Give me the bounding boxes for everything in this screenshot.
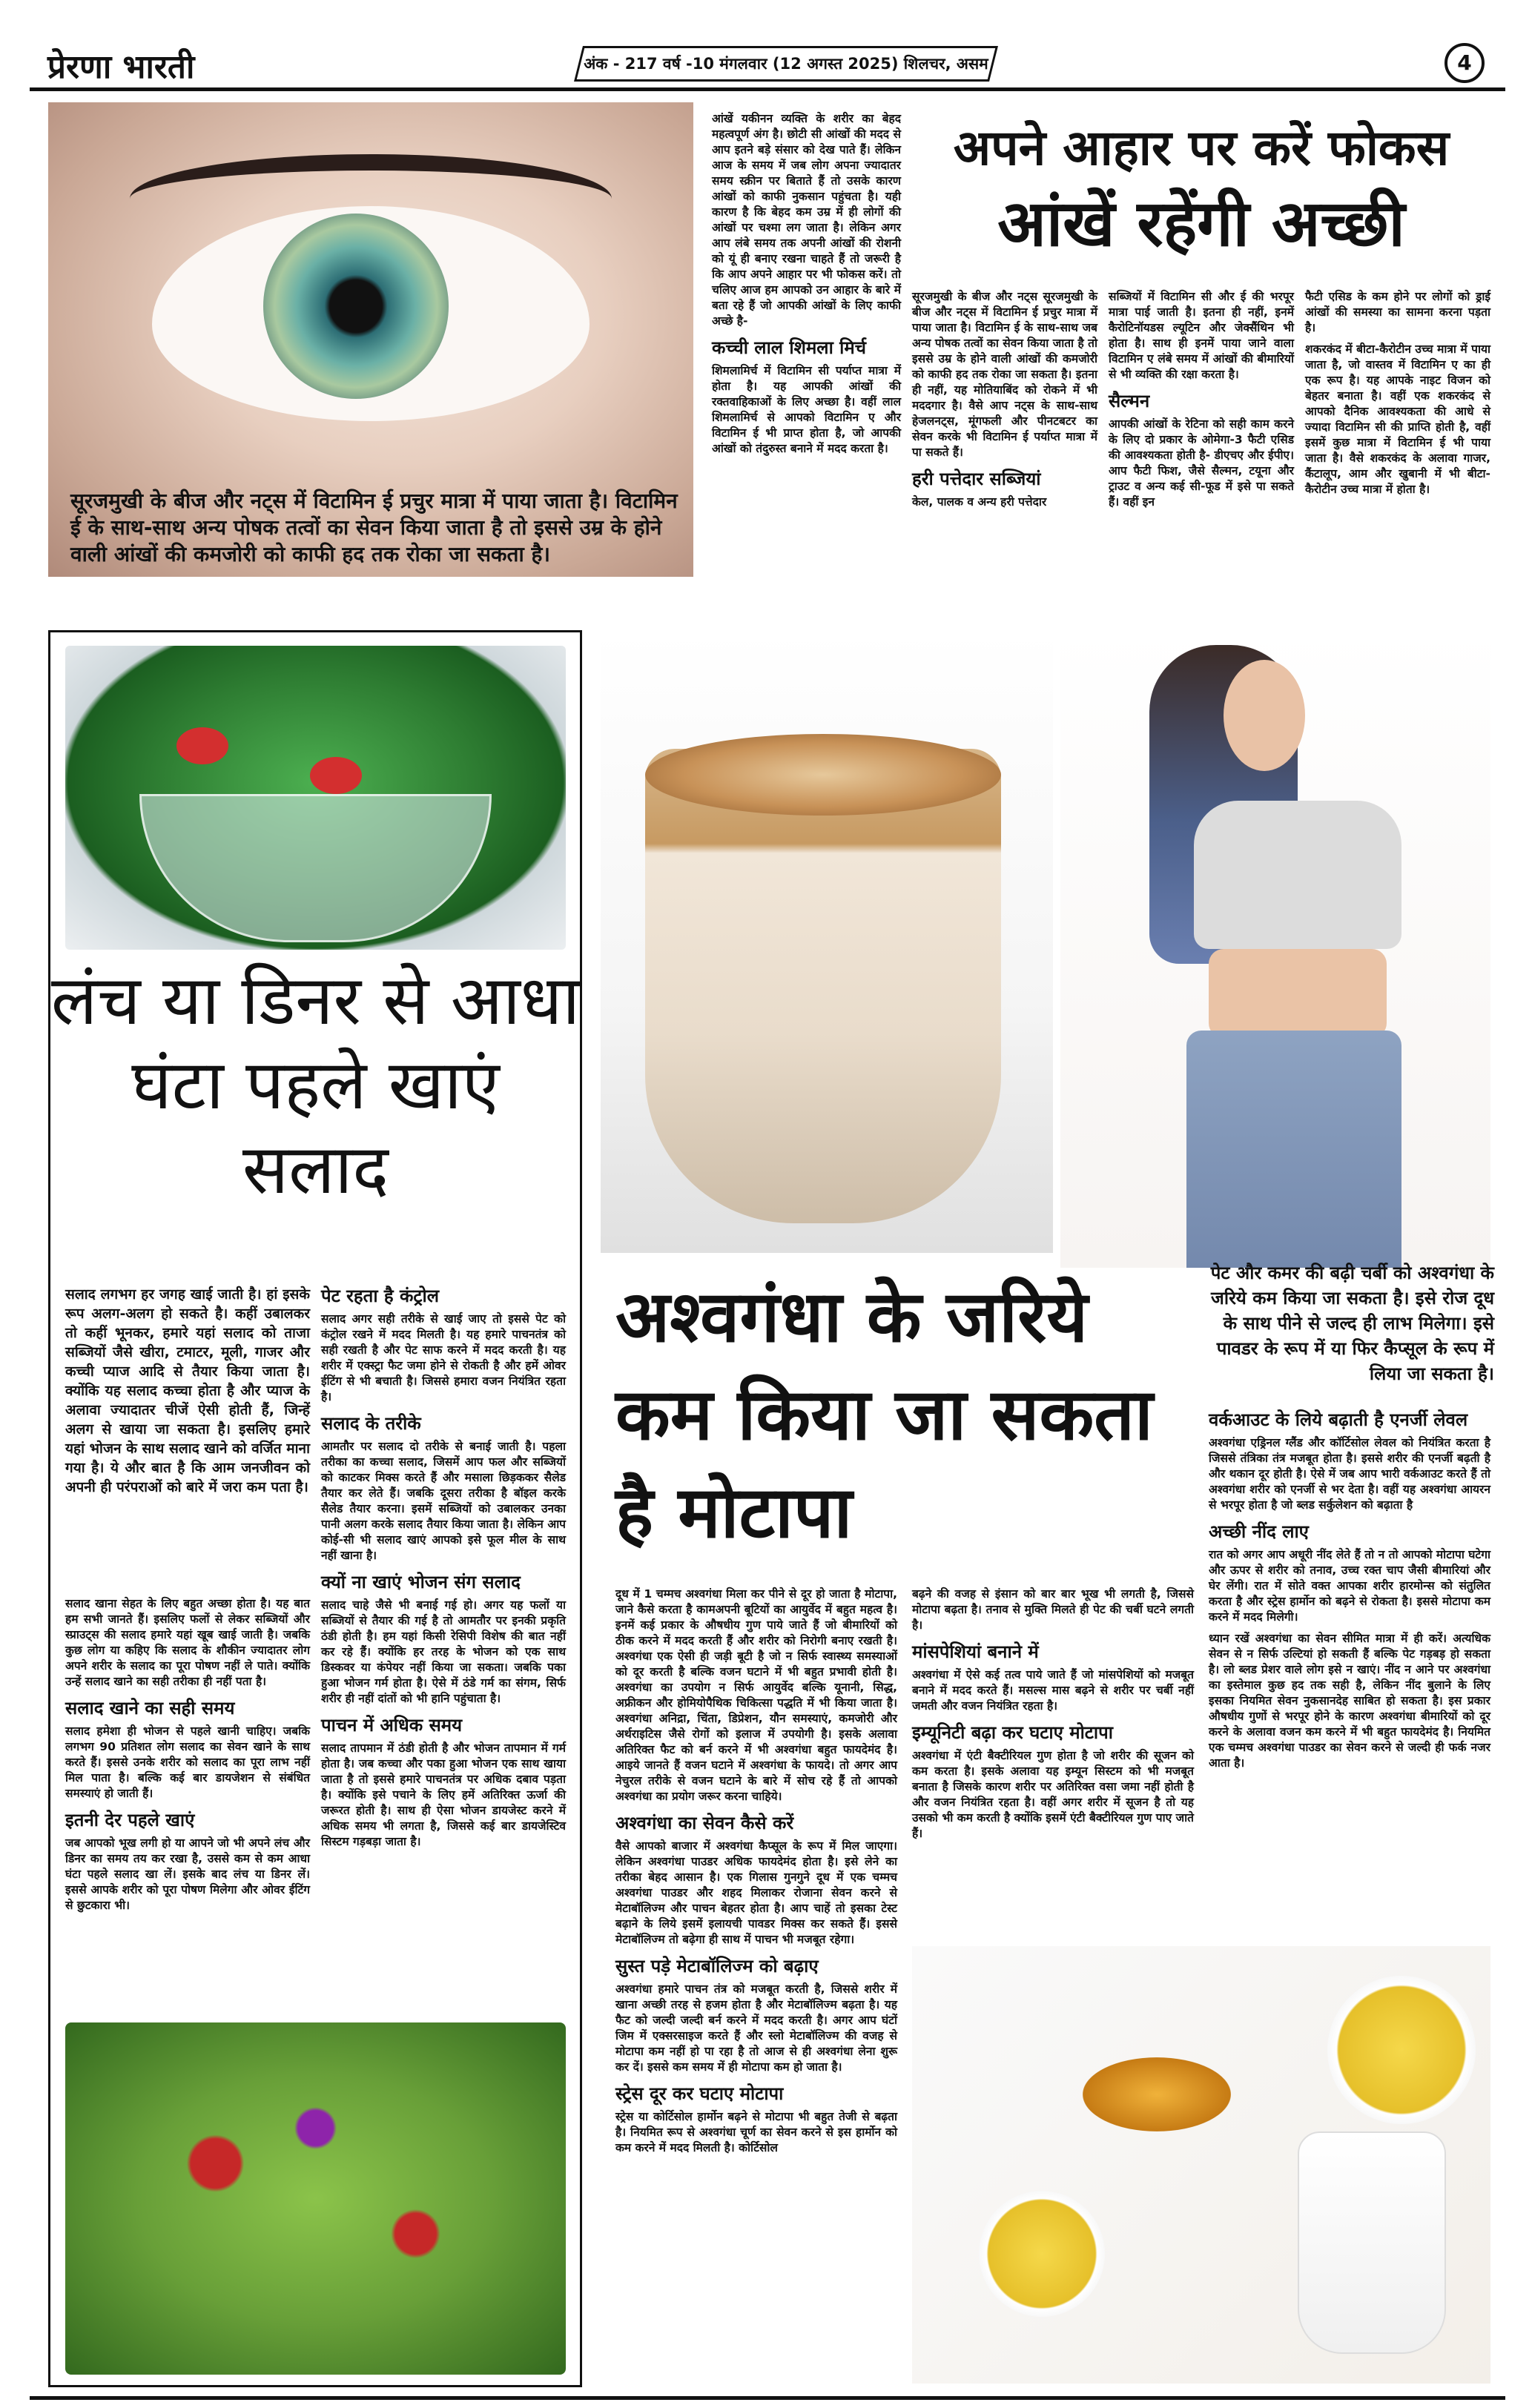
salad-col1 [65, 1596, 310, 1916]
coffee-cup-photo [601, 630, 1053, 1253]
ash-sub-metabolism: सुस्त पड़े मेटाबॉलिज्म को बढ़ाए [615, 1956, 819, 1977]
ash-caution-text: ध्यान रखें अश्वगंधा का सेवन सीमित मात्रा में ही करें। अत्यधिक सेवन से न सिर्फ उल्टियां हो सकती हैं बल्कि पेट गड़बड़ हो सकता है। लो ब्लड प्रेशर वाले लोग इसे न खाएं। नींद न आने पर अश्वगंधा का इस्तेमाल कुछ हद तक सही है, लेकिन नींद बुलाने के लिए इसका नियमित सेवन नुकसानदेह साबित हो सकता है। इस प्रकार औषधीय गुणों से भरपूर होने के कारण अश्वगंधा बीमारियों को दूर करने के अलावा वजन कम करने में भी बहुत फायदेमंद है। नियमित एक चम्मच अश्वगंधा पाउडर का सेवन करने से जल्दी ही फर्क नजर आता है। [1209, 1632, 1490, 1770]
eye-article-col3 [1109, 289, 1294, 513]
ash-sub-muscles: मांसपेशियां बनाने में [912, 1641, 1039, 1662]
issue-info: अंक - 217 वर्ष -10 मंगलवार (12 अगस्त 2025) शिलचर, असम [584, 55, 988, 73]
jeans-shape [1186, 1031, 1401, 1268]
salad-col1-text: सलाद खाना सेहत के लिए बहुत अच्छा होता है। यह बात हम सभी जानते हैं। इसलिए फलों से लेकर सब्जियों और स्प्राउट्स की सलाद हमारे यहां खूब खाई जाती है। जबकि कुछ लोग या कहिए कि सलाद के शौकीन ज्यादातर लोग अपने शरीर के सलाद का पूरा पोषण नहीं ले पाते। क्योंकि उन्हें सलाद खाने का सही तरीका ही नहीं पता है। [65, 1597, 310, 1688]
eye-article-col4 [1305, 289, 1490, 500]
salad-sub-methods: सलाद के तरीके [321, 1413, 421, 1434]
footer-rule [30, 2396, 1505, 2400]
ash-sub-stress: स्ट्रेस दूर कर घटाए मोटापा [615, 2083, 784, 2104]
top-shape [1194, 801, 1401, 949]
ashwagandha-photo-caption: पेट और कमर की बढ़ी चर्बी को अश्वगंधा के जरिये कम किया जा सकता है। इसे रोज दूध के साथ पीने से जल्द ही लाभ मिलेगा। इसे पावडर के रूप में या फिर कैप्सूल के रूप में लिया जा सकता है। [1210, 1263, 1494, 1384]
page-number: 4 [1444, 43, 1485, 83]
ash-immunity-text: अश्वगंधा में एंटी बैक्टीरियल गुण होता है जो शरीर की सूजन को कम करता है। इसके अलावा यह इम्यून सिस्टम को भी मजबूत बनाता है जिसके कारण शरीर पर अतिरिक्त वसा जमा नहीं होती है और वजन नियंत्रित रहता है। वहीं अगर शरीर में सूजन है तो यह उसको भी कम करती है क्योंकि इसमें एंटी बैक्टीरियल गुण पाए जाते हैं। [912, 1749, 1194, 1840]
ash-hunger-text: बढ़ने की वजह से इंसान को बार बार भूख भी लगती है, जिससे मोटापा बढ़ता है। तनाव से मुक्ति मिलते ही पेट की चर्बी घटने लगती है। [912, 1587, 1194, 1632]
ash-energy-text: अश्वगंधा एड्रिनल ग्लैंड और कॉर्टिसोल लेवल को नियंत्रित करता है जिससे तंत्रिका तंत्र मजबूत होता है। इससे शरीर की एनर्जी बढ़ती है और थकान दूर होती है। ऐसे में जब आप भारी वर्कआउट करते हैं तो अश्वगंधा शरीर को एनर्जी से भर देता है। वहीं यह अश्वगंधा आयरन से भरपूर होता है जो ब्लड सर्कुलेशन को बढ़ाता है [1209, 1436, 1490, 1512]
face-shape [1224, 660, 1305, 771]
eye-fatty-acid-text: फैटी एसिड के कम होने पर लोगों को ड्राई आंखों की समस्या का सामना करना पड़ता है। [1305, 290, 1490, 334]
sprouts-salad-photo [65, 2022, 566, 2375]
eye-intro: आंखें यकीनन व्यक्ति के शरीर का बेहद महत्वपूर्ण अंग है। छोटी सी आंखों की मदद से आप इतने बड़े संसार को देख पाते हैं। लेकिन आज के समय में जब लोग अपना ज्यादातर समय स्क्रीन पर बिताते हैं तो उसके कारण आंखों को काफी नुकसान पहुंचता है। यही कारण है कि बेहद कम उम्र में ही लोगों की आंखों पर चश्मा लग जाता है। लेकिन अगर आप लंबे समय तक अपनी आंखों की रोशनी को यूं ही बनाए रखना चाहते हैं तो जरूरी है कि आप अपने आहार पर भी फोकस करें। तो चलिए आज हम आपको उन आहार के बारे में बता रहे हैं जो आपकी आंखों के लिए काफी अच्छे है- [712, 112, 901, 328]
ashwagandha-headline: अश्वगंधा के जरिये कम किया जा सकता है मोटापा [615, 1275, 1153, 1554]
salad-intro: सलाद लगभग हर जगह खाई जाती है। हां इसके रूप अलग-अलग हो सकते है। कहीं उबालकर तो कहीं भूनकर, हमारे यहां सलाद को ताजा सब्जियों जैसे खीरा, टमाटर, मूली, गाजर और कच्ची प्याज आदि से तैयार किया जाता है। क्योंकि यह सलाद कच्चा होता है और प्याज के अलावा ज्यादातर चीजें ऐसी होती हैं, जिन्हें अलग से खाया जा सकता है। इसलिए हमारे यहां भोजन के साथ सलाद खाने को वर्जित माना गया है। ये और बात है कि आम जनजीवन को अपनी ही परंपराओं को बारे में जरा कम पता है। [65, 1286, 310, 1495]
eye-red-pepper-text: शिमलामिर्च में विटामिन सी पर्याप्त मात्रा में होता है। यह आपकी आंखों की रक्तवाहिकाओं के लिए अच्छा है। वहीं लाल शिमलामिर्च से आपको विटामिन ए और विटामिन ई भी प्राप्त होता है, जो आपकी आंखों को तंदुरुस्त बनाने में मदद करता है। [712, 364, 901, 455]
salad-methods-text: आमतौर पर सलाद दो तरीके से बनाई जाती है। पहला तरीका का कच्चा सलाद, जिसमें आप फल और सब्जियों को काटकर मिक्स करते हैं और मसाला छिड़ककर सैलेड तैयार कर लेते हैं। जबकि दूसरा तरीका है बॉइल करके सैलेड तैयार करना। इसमें सब्जियों को उबालकर उनका पानी अलग करके सलाद तैयार किया जाता है। लेकिन आप कोई-सी भी सलाद खाएं आपको इसे फूल मील के साथ नहीं खाना है। [321, 1440, 566, 1562]
ash-stress-text: स्ट्रेस या कोर्टिसोल हार्मोन बढ़ने से मोटापा भी बहुत तेजी से बढ़ता है। नियमित रूप से अश्वगंधा चूर्ण का सेवन करने से इस हार्मोन को कम करने में मदद मिलती है। कोर्टिसोल [615, 2110, 897, 2154]
eye-sub-red-pepper: कच्ची लाल शिमला मिर्च [712, 337, 866, 358]
iris-shape [263, 214, 449, 399]
eye-salmon-text: आपकी आंखों के रेटिना को सही काम करने के लिए दो प्रकार के ओमेगा-3 फैटी एसिड की आवश्यकता होती है- डीएचए और ईपीए। आप फैटी फिश, जैसे सैल्मन, टयूना और ट्राउट व अन्य कई सी-फूड में इसे पा सकते हैं। वहीं इन [1109, 417, 1294, 509]
eye-seeds-text: सूरजमुखी के बीज और नट्स सूरजमुखी के बीज और नट्स में विटामिन ई प्रचुर मात्रा में पाया जाता है। विटामिन ई के साथ-साथ जब अन्य पोषक तत्वों का सेवन किया जाता है तो इससे उम्र के होने वाली आंखों की कमजोरी को काफी हद तक रोका जा सकता है। इतना ही नहीं, यह मोतियाबिंद को रोकने में भी मददगार है। वैसे आप नट्स के साथ-साथ हेजलनट्स, मूंगफली और पीनटबटर का सेवन करके भी विटामिन ई पर्याप्त मात्रा में पा सकते हैं। [912, 290, 1097, 459]
eye-headline-2: आंखें रहेंगी अच्छी [997, 187, 1405, 261]
ash-sub-sleep: अच्छी नींद लाए [1209, 1521, 1309, 1542]
ash-muscles-text: अश्वगंधा में ऐसे कई तत्व पाये जाते हैं जो मांसपेशियों को मजबूत बनाने में मदद करते हैं। मसल्स मास बढ़ने से शरीर पर चर्बी नहीं जमती और वजन नियंत्रित रहता है। [912, 1668, 1194, 1713]
salad-article-box [48, 630, 582, 2387]
coffee-foam-shape [645, 734, 1001, 816]
salad-sub-how-early: इतनी देर पहले खाएं [65, 1810, 195, 1830]
eye-sweet-potato-text: शकरकंद में बीटा-कैरोटीन उच्च मात्रा में पाया जाता है, जो वास्तव में विटामिन ए का ही एक रूप है। यह आपके नाइट विजन को बेहतर बनाता है। वहीं एक शकरकंद से आपको दैनिक आवश्यकता की आधे से ज्यादा विटामिन सी की प्राप्ति होती है, वहीं इसमें कुछ मात्रा में विटामिन ई भी पाया जाता है। वैसे शकरकंद के अलावा गाजर, कैंटालूप, आम और खुबानी में भी बीटा-कैरोटीन उच्च मात्रा में होता है। [1305, 343, 1490, 496]
ashwagandha-col1 [615, 1587, 897, 2159]
ashwagandha-col2 [912, 1587, 1194, 1845]
salad-digestion-text: सलाद तापमान में ठंडी होती है और भोजन तापमान में गर्म होता है। जब कच्चा और पका हुआ भोजन एक साथ खाया जाता है तो इससे हमारे पाचनतंत्र पर अधिक दबाव पड़ता है। क्योंकि इसे पचाने के लिए हमें अतिरिक्त ऊर्जा की जरूरत होती है। साथ ही ऐसा भोजन डायजेस्ट करने में अधिक समय भी लगता है, जिससे कई बार डायजेस्टिव सिस्टम गड़बड़ा जाता है। [321, 1742, 566, 1848]
newspaper-title: प्रेरणा भारती [47, 48, 195, 86]
ash-sleep-text: रात को अगर आप अधूरी नींद लेते हैं तो न तो आपको मोटापा घटेगा और ऊपर से शरीर को तनाव, उच्च रक्त चाप जैसी बीमारियां और घेर लेंगी। रात में सोते वक्त आपका शरीर हारमोन्स को संतुलित करता है और स्ट्रेस हार्मोन को बढ़ने से रोकता है। इससे मोटापा कम करने में मदद मिलेगी। [1209, 1548, 1490, 1624]
eye-sub-greens: हरी पत्तेदार सब्जियां [912, 469, 1041, 489]
eye-article-col2 [912, 289, 1097, 513]
eye-article-col1 [712, 111, 901, 460]
salad-sub-why-not: क्यों ना खाएं भोजन संग सलाद [321, 1572, 521, 1592]
eye-photo-caption: सूरजमुखी के बीज और नट्स में विटामिन ई प्रचुर मात्रा में पाया जाता है। विटामिन ई के साथ-साथ अन्य पोषक तत्वों का सेवन किया जाता है तो इससे उम्र के होने वाली आंखों की कमजोरी को काफी हद तक रोका जा सकता है। [70, 489, 678, 566]
eye-veg-text: सब्जियों में विटामिन सी और ई की भरपूर मात्रा पाई जाती है। इतना ही नहीं, इनमें कैरोटिनॉयडस ल्यूटिन और जेक्सैंथिन भी होता है। साथ ही इनमें पाया जाने वाला विटामिन ए लंबे समय में आंखों की बीमारियों से भी व्यक्ति की रक्षा करता है। [1109, 290, 1294, 381]
glass-cup-shape [645, 749, 1001, 1223]
salad-right-time-text: सलाद हमेशा ही भोजन से पहले खानी चाहिए। जबकि लगभग 90 प्रतिशत लोग सलाद का सेवन खाने के साथ करते हैं। इससे उनके शरीर को सलाद का पूरा लाभ नहीं मिल पाता है। बल्कि कई बार डायजेशन से संबंधित समस्याएं हो जाती हैं। [65, 1724, 310, 1800]
ash-sub-immunity: इम्यूनिटी बढ़ा कर घटाए मोटापा [912, 1722, 1113, 1743]
ash-sub-how-to-take: अश्वगंधा का सेवन कैसे करें [615, 1813, 794, 1833]
salad-how-early-text: जब आपको भूख लगी हो या आपने जो भी अपने लंच और डिनर का समय तय कर रखा है, उससे कम से कम आधा घंटा पहले सलाद खा लें। इसके बाद लंच या डिनर लें। इससे आपके शरीर को पूरा पोषण मिलेगा और ओवर ईटिंग से छुटकारा भी। [65, 1836, 310, 1912]
milk-jug-shape [1298, 2131, 1446, 2354]
ash-sub-energy: वर्कआउट के लिये बढ़ाती है एनर्जी लेवल [1209, 1409, 1468, 1430]
salad-headline: लंच या डिनर से आधा घंटा पहले खाएं सलाद [50, 961, 581, 1209]
masthead-rule [30, 87, 1505, 91]
salad-sub-digestion: पाचन में अधिक समय [321, 1715, 463, 1736]
salad-sub-stomach: पेट रहता है कंट्रोल [321, 1286, 440, 1306]
waist-shape [1209, 949, 1387, 1038]
salad-stomach-text: सलाद अगर सही तरीके से खाई जाए तो इससे पेट को कंट्रोल रखने में मदद मिलती है। यह हमारे पाचनतंत्र को सही रखती है और पेट साफ करने में मदद करती है। यह शरीर में एक्स्ट्रा फैट जमा होने से रोकती है और हमें ओवर ईटिंग से भी बचाती है। जिससे हमारा वजन नियंत्रित रहता है। [321, 1312, 566, 1403]
turmeric-bowl-shape [979, 2191, 1105, 2317]
pepper-shape [310, 757, 362, 794]
golden-milk-cup-shape [1327, 1976, 1476, 2124]
salad-why-not-text: सलाद चाहे जैसे भी बनाई गई हो। अगर यह फलों या सब्जियों से तैयार की गई है तो आमतौर पर इनकी प्रकृति ठंडी होती है। हम यहां किसी रेसिपी विशेष की बात नहीं कर रहे हैं। क्योंकि हर तरह के भोजन को एक साथ डिस्कवर या कंपेयर नहीं किया जा सकता। जबकि पका हुआ भोजन गर्म होता है। ऐसे में ठंडे गर्म का संगम, सिर्फ शरीर ही नहीं दांतों को भी हानि पहुंचाता है। [321, 1598, 566, 1705]
ash-metabolism-text: अश्वगंधा हमारे पाचन तंत्र को मजबूत करती है, जिससे शरीर में खाना अच्छी तरह से हजम होता है और मेटाबॉलिज्म बढ़ता है। यह फैट को जल्दी जल्दी बर्न करने में मदद करती है। अगर आप घंटों जिम में एक्सरसाइज करते हैं और स्लो मेटाबॉलिज्म की वजह से मोटापा कम नहीं हो पा रहा है तो आज से ही अश्वगंधा लेना शुरू कर दें। इससे कम समय में ही मोटापा कम हो जाता है। [615, 1982, 897, 2074]
salad-bowl-photo [65, 646, 566, 950]
eye-greens-text: केल, पालक व अन्य हरी पत्तेदार [912, 495, 1047, 509]
eye-headline-1: अपने आहार पर करें फोकस [953, 119, 1450, 176]
ashwagandha-intro: दूध में 1 चम्मच अश्वगंधा मिला कर पीने से दूर हो जाता है मोटापा, जाने कैसे करता है कामअपनी बूटियों का आयुर्वेद में बहुत महत्व है। इनमें कई प्रकार के औषधीय गुण पाये जाते हैं जो बीमारियों को ठीक करने में मदद करती हैं और शरीर को निरोगी बनाए रखती है। अश्वगंधा एक ऐसी ही जड़ी बूटी है जो न सिर्फ स्वास्थ्य समस्याओं को दूर करती है बल्कि वजन घटाने में भी बहुत प्रभावी होती है। अश्वगंधा का उपयोग न सिर्फ आयुर्वेद बल्कि यूनानी, सिद्ध, अफ्रीकन और होमियोपैथिक चिकित्सा पद्धति में भी किया जाता है। अश्वगंधा अनिद्रा, चिंता, डिप्रेशन, यौन समस्याएं, कमजोरी और अर्थराइटिस जैसे रोगों को इलाज में उपयोगी है। इसके अलावा अतिरिक्त फैट को बर्न करने में भी अश्वगंधा बहुत फायदेमंद है। आइये जानते हैं वजन घटाने में अश्वगंधा के फायदे। तो अगर आप नेचुरल तरीके से वजन घटाने के बारे में सोच रहे हैं तो आपको अश्वगंधा का प्रयोग जरूर करना चाहिये। [615, 1587, 897, 1803]
woman-measuring-waist-photo [1060, 630, 1490, 1268]
salad-sub-right-time: सलाद खाने का सही समय [65, 1698, 235, 1719]
eye-sub-salmon: सैल्मन [1109, 391, 1150, 411]
salad-col2 [321, 1285, 566, 1853]
ashwagandha-col3 [1209, 1409, 1490, 1774]
honey-bowl-shape [1083, 2057, 1231, 2131]
ash-how-to-take-text: वैसे आपको बाजार में अश्वगंधा कैप्सूल के रूप में मिल जाएगा। लेकिन अश्वगंधा पाउडर अधिक फायदेमंद होता है। इसे लेने का तरीका बेहद आसान है। एक गिलास गुनगुने दूध में एक चम्मच अश्वगंधा पाउडर और शहद मिलाकर रोजाना सेवन करने से मेटाबॉलिज्म और पाचन बेहतर होता है। आप चाहें तो इसका टेस्ट बढ़ाने के लिये इसमें इलायची पावडर मिक्स कर सकते हैं। इससे मेटाबॉलिज्म तो बढ़ेगा ही साथ में पाचन भी मजबूत रहेगा। [615, 1839, 897, 1946]
glass-bowl-shape [139, 794, 492, 942]
masthead [30, 30, 1505, 89]
issue-info-box [574, 46, 998, 82]
eye-photo [48, 102, 693, 577]
tomato-shape [176, 727, 228, 764]
ashwagandha-powder-honey-milk-photo [912, 1946, 1490, 2384]
